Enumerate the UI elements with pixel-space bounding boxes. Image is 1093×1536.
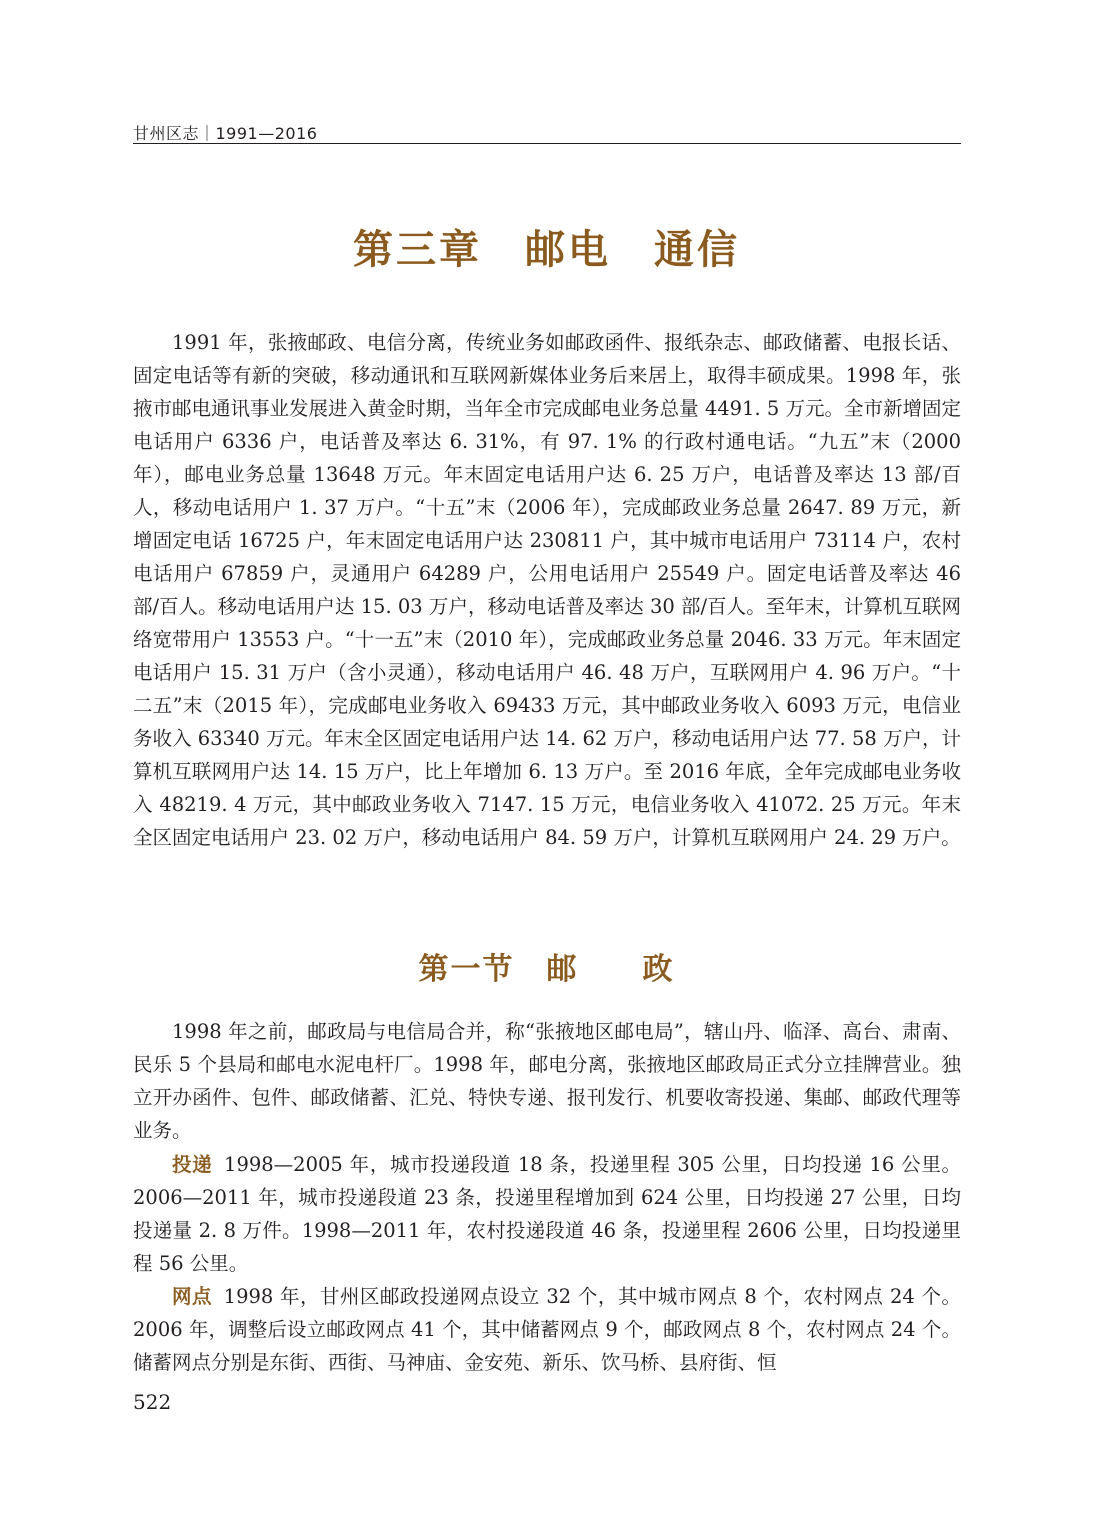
- running-head: 甘州区志｜1991—2016: [133, 124, 318, 143]
- outlets-paragraph: [133, 1280, 961, 1379]
- chapter-title: 第三章 邮电 通信: [353, 226, 740, 273]
- chapter-intro-paragraph: 1991 年，张掖邮政、电信分离，传统业务如邮政函件、报纸杂志、邮政储蓄、电报长话、固定电话等有新的突破，移动通讯和互联网新媒体业务后来居上，取得丰硕成果。1998 年，张掖市邮电通讯事业发展进入黄金时期，当年全市完成邮电业务总量 4491. 5 万元。全市新增固定电话用户 6336 户，电话普及率达 6. 31%，有 97. 1% 的行政村通电话。“九五”末（2000 年），邮电业务总量 13648 万元。年末固定电话用户达 6. 25 万户，电话普及率达 13 部/百人，移动电话用户 1. 37 万户。“十五”末（2006 年），完成邮政业务总量 2647. 89 万元，新增固定电话 16725 户，年末固定电话用户达 230811 户，其中城市电话用户 73114 户，农村电话用户 67859 户，灵通用户 64289 户，公用电话用户 25549 户。固定电话普及率达 46 部/百人。移动电话用户达 15. 03 万户，移动电话普及率达 30 部/百人。至年末，计算机互联网络宽带用户 13553 户。“十一五”末（2010 年），完成邮政业务总量 2046. 33 万元。年末固定电话用户 15. 31 万户（含小灵通），移动电话用户 46. 48 万户，互联网用户 4. 96 万户。“十二五”末（2015 年），完成邮电业务收入 69433 万元，其中邮政业务收入 6093 万元，电信业务收入 63340 万元。年末全区固定电话用户达 14. 62 万户，移动电话用户达 77. 58 万户，计算机互联网用户达 14. 15 万户，比上年增加 6. 13 万户。至 2016 年底，全年完成邮电业务收入 48219. 4 万元，其中邮政业务收入 7147. 15 万元，电信业务收入 41072. 25 万元。年末全区固定电话用户 23. 02 万户，移动电话用户 84. 59 万户，计算机互联网用户 24. 29 万户。: [133, 331, 961, 849]
- page-number: 522: [133, 1390, 172, 1414]
- delivery-label: 投递: [172, 1153, 213, 1176]
- delivery-text: 1998—2005 年，城市投递段道 18 条，投递里程 305 公里，日均投递 16 公里。2006—2011 年，城市投递段道 23 条，投递里程增加到 624 公里，日均投递 27 公里，日均投递量 2. 8 万件。1998—2011 年，农村投递段道 46 条，投递里程 2606 公里，日均投递里程 56 公里。: [133, 1153, 961, 1275]
- delivery-paragraph: [133, 1148, 961, 1280]
- section-title: 第一节 邮 政: [418, 952, 675, 987]
- outlets-label: 网点: [172, 1285, 212, 1308]
- outlets-text: 1998 年，甘州区邮政投递网点设立 32 个，其中城市网点 8 个，农村网点 24 个。2006 年，调整后设立邮政网点 41 个，其中储蓄网点 9 个，邮政网点 8 个，农村网点 24 个。储蓄网点分别是东街、西街、马神庙、金安苑、新乐、饮马桥、县府街、恒: [133, 1285, 961, 1374]
- section-intro-paragraph: 1998 年之前，邮政局与电信局合并，称“张掖地区邮电局”，辖山丹、临泽、高台、肃南、民乐 5 个县局和邮电水泥电杆厂。1998 年，邮电分离，张掖地区邮政局正式分立挂牌营业。独立开办函件、包件、邮政储蓄、汇兑、特快专递、报刊发行、机要收寄投递、集邮、邮政代理等业务。: [133, 1020, 961, 1142]
- header-rule: [133, 143, 961, 144]
